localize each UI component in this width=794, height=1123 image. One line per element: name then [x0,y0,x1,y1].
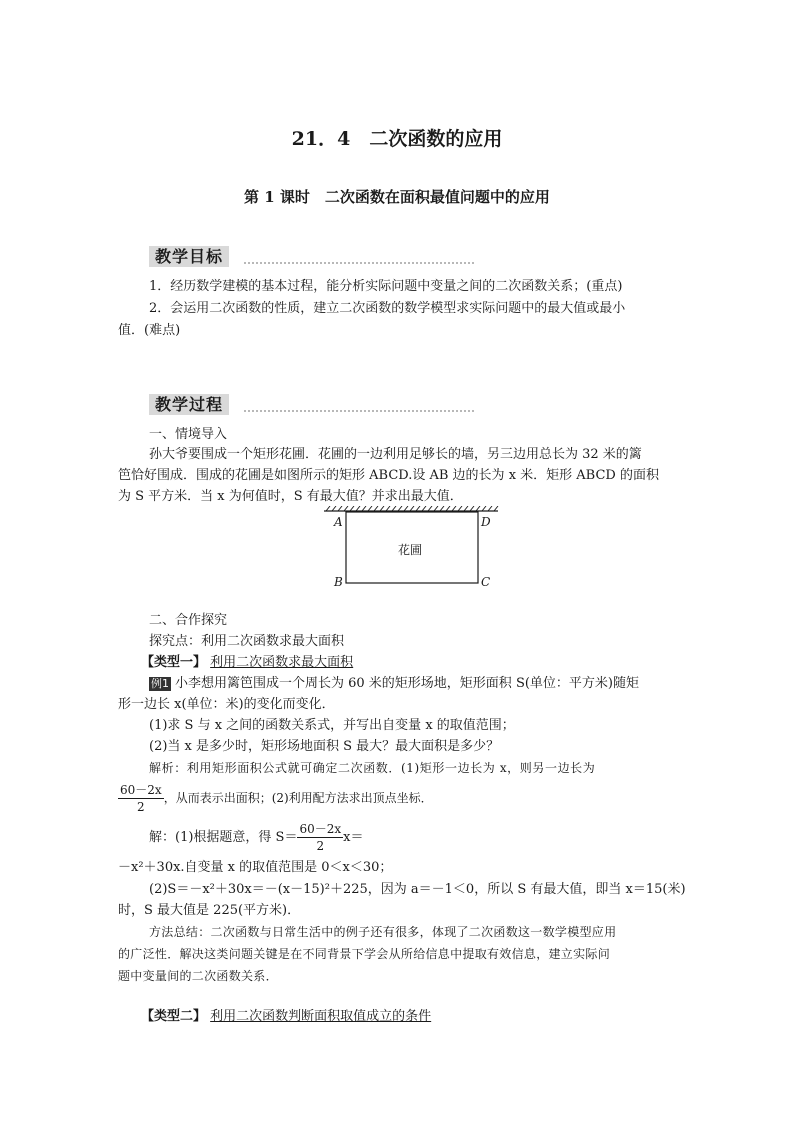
analysis-text: 解析：利用矩形面积公式就可确定二次函数．(1)矩形一边长为 x，则另一边长为 [149,761,596,775]
question-1: (1)求 S 与 x 之间的函数关系式，并写出自变量 x 的取值范围； [149,718,515,733]
intro-heading: 一、情境导入 [149,427,228,442]
type2-title: 利用二次函数判断面积取值成立的条件 [210,1009,432,1024]
solution-line: 解：(1)根据题意，得 S＝ $\frac{60-2x}{2}$ x＝ [149,822,364,853]
solution-line: 时，S 最大值是 225(平方米)． [118,903,301,918]
solution-line: －x²＋30x.自变量 x 的取值范围是 0＜x＜30； [118,860,393,875]
goal-line: 1．经历数学建模的基本过程，能分析实际问题中变量之间的二次函数关系；(重点) [149,279,623,294]
analysis-text: ，从而表示出面积；(2)利用配方法求出顶点坐标． [163,791,433,805]
explore-point: 探究点：利用二次函数求最大面积 [149,634,345,649]
goal-line: 2．会运用二次函数的性质，建立二次函数的数学模型求实际问题中的最大值或最小 [149,301,626,316]
example-line [149,673,639,695]
page-title: 21．4 二次函数的应用 [291,128,503,150]
vertex-label-c: C [481,575,491,589]
summary-text: 题中变量间的二次函数关系． [118,969,278,983]
explore-heading: 二、合作探究 [149,613,228,628]
section-header-goals [149,244,229,267]
goal-line: 值．(难点) [118,323,181,338]
section-label-process: 教学过程 [149,394,229,415]
section-divider [244,262,474,270]
garden-label: 花圃 [398,543,423,557]
vertex-label-a: A [334,515,343,529]
summary-text: 方法总结：二次函数与日常生活中的例子还有很多，体现了二次函数这一数学模型应用 [149,925,617,939]
fraction: $\frac{60-2x}{2}$ [299,822,342,853]
analysis-fraction-line [118,782,433,815]
wall-hatching [326,506,498,511]
lesson-subtitle: 第 1 课时 二次函数在面积最值问题中的应用 [244,188,550,206]
type2-heading [141,1006,431,1028]
section-header-process [149,392,229,415]
intro-text: 孙大爷要围成一个矩形花圃．花圃的一边利用足够长的墙，另三边用总长为 32 米的篱 [149,447,642,462]
fraction: $\frac{60-2x}{2}$ [120,783,162,814]
intro-text: 笆恰好围成．围成的花圃是如图所示的矩形 ABCD.设 AB 边的长为 x 米．矩形 ABCD 的面积 [118,468,659,483]
vertex-label-d: D [481,515,491,529]
example-text: 小李想用篱笆围成一个周长为 60 米的矩形场地，矩形面积 S(单位：平方米)随矩 [175,676,639,691]
vertex-label-b: B [334,575,343,589]
section-divider [244,410,474,418]
summary-text: 的广泛性．解决这类问题关键是在不同背景下学会从所给信息中提取有效信息，建立实际问 [118,947,611,961]
solution-line: (2)S＝－x²＋30x＝－(x－15)²＋225，因为 a＝－1＜0，所以 S 有最大值，即当 x＝15(米) [149,882,686,897]
intro-text: 为 S 平方米．当 x 为何值时，S 有最大值？并求出最大值． [118,489,463,504]
example-badge: 例1 [151,677,169,690]
type1-heading [141,652,353,674]
type1-bracket: 【类型一】 [141,655,207,670]
type2-bracket: 【类型二】 [141,1009,207,1024]
question-2: (2)当 x 是多少时，矩形场地面积 S 最大？最大面积是多少？ [149,739,500,754]
type1-title: 利用二次函数求最大面积 [210,655,354,670]
section-label-goals: 教学目标 [149,246,229,267]
example-text: 形一边长 x(单位：米)的变化而变化． [118,697,335,712]
